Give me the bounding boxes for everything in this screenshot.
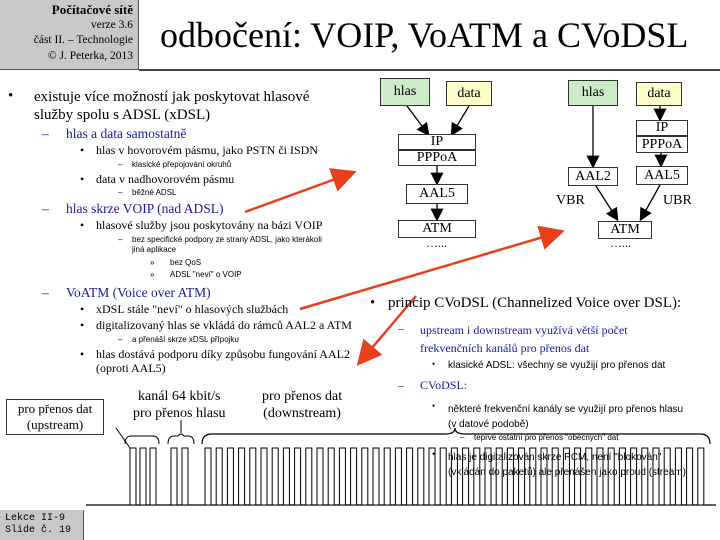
version: verze 3.6 <box>90 18 133 31</box>
bullet-dot: • <box>80 347 85 361</box>
sec1-item1-sub: klasické přepojování okruhů <box>132 160 232 169</box>
sec3-item2: digitalizovaný hlas se vkládá do rámců AAL2 a ATM <box>96 318 352 332</box>
some-text: některé frekvenční kanály se využijí pro přenos hlasu (v datové podobě) <box>448 404 684 430</box>
channel-bar <box>171 448 177 505</box>
vbr-label: VBR <box>556 193 585 208</box>
channel-bar <box>687 448 693 505</box>
principle-text: princip CVoDSL (Channelized Voice over DSL): <box>388 295 682 311</box>
course-name: Počítačové sítě <box>51 2 133 17</box>
aal5-box-1: AAL5 <box>406 184 468 204</box>
channel-bar <box>395 448 401 505</box>
ip-box-1: IP <box>398 134 476 150</box>
bullet-dot: • <box>80 318 85 332</box>
channel-bar <box>440 448 446 505</box>
sec1-item1: hlas v hovorovém pásmu, jako PSTN či ISDN <box>96 143 318 157</box>
downstream-label: pro přenos dat (downstream) <box>262 389 343 421</box>
channel-bar <box>407 448 413 505</box>
dash: – <box>398 321 404 335</box>
data-box-1: data <box>446 81 492 106</box>
later-text: teprve ostatní pro přenos "obecných" dat <box>474 433 619 442</box>
channel-bar <box>295 448 301 505</box>
channel-bar <box>239 448 245 505</box>
channel-bar <box>130 448 136 505</box>
bullet-dot: • <box>80 218 85 232</box>
slide-number: Slide č. 19 <box>5 525 72 536</box>
slide-footer <box>0 510 84 540</box>
sec3-heading: VoATM (Voice over ATM) <box>66 285 211 300</box>
channel-bar <box>272 448 278 505</box>
slide-title: odbočení: VOIP, VoATM a CVoDSL <box>160 15 689 55</box>
sec2-heading: hlas skrze VOIP (nad ADSL) <box>66 201 224 216</box>
sec3-sub: a přenáší skrze xDSL přípojku <box>132 335 239 344</box>
channel-bar <box>250 448 256 505</box>
hlas-box-2: hlas <box>568 80 618 106</box>
sec2-item: hlasové služby jsou poskytovány na bázi VOIP <box>96 218 323 232</box>
sec3-item1: xDSL stále "neví" o hlasových službách <box>96 302 289 316</box>
channel-bar <box>317 448 323 505</box>
atm-box-2: ATM <box>598 221 652 239</box>
chevron-icon: » <box>150 270 155 279</box>
channel-bar <box>373 448 379 505</box>
dash: – <box>118 335 123 344</box>
channel-bar <box>150 448 156 505</box>
sec1-heading: hlas a data samostatně <box>66 126 187 141</box>
lesson-label: Lekce II-9 <box>5 513 66 524</box>
cvodsl-heading: CVoDSL: <box>420 378 468 392</box>
channel-bar <box>216 448 222 505</box>
channel-bar <box>328 448 334 505</box>
sec1-item2-sub: běžné ADSL <box>132 188 177 197</box>
bullet-dot: • <box>80 172 85 186</box>
bullet-dot: • <box>8 88 14 104</box>
ip-box-2: IP <box>636 120 688 136</box>
hlas-box-1: hlas <box>380 78 430 106</box>
sec3-last: hlas dostává podporu díky způsobu fungování AAL2 (oproti AAL5) <box>96 347 350 375</box>
sec1-item2: data v nadhovorovém pásmu <box>96 172 235 186</box>
dash: – <box>398 378 404 392</box>
dash: – <box>460 433 465 442</box>
sec2-subsub2: ADSL "neví" o VOIP <box>170 270 242 279</box>
upstream-text: upstream i downstream využívá větší počet frekvenčních kanálů pro přenos dat <box>420 323 628 355</box>
channel-bar <box>283 448 289 505</box>
channel-bar <box>384 448 390 505</box>
data-box-2: data <box>636 82 682 106</box>
author: © J. Peterka, 2013 <box>47 49 133 62</box>
pppoa-box-1: PPPoA <box>398 150 476 166</box>
channel-bar <box>182 448 188 505</box>
bullet-dot: • <box>432 401 436 411</box>
aal2-box-2: AAL2 <box>568 167 618 186</box>
aal5-box-2: AAL5 <box>636 166 688 185</box>
ubr-label: UBR <box>663 193 692 208</box>
sec2-subsub1: bez QoS <box>170 258 202 267</box>
voice-channel-label: kanál 64 kbit/s pro přenos hlasu <box>133 389 226 421</box>
bullet-dot: • <box>80 143 85 157</box>
channel-bar <box>205 448 211 505</box>
dots-2: …... <box>610 236 631 250</box>
channel-bar <box>140 448 146 505</box>
bullet-dot: • <box>432 449 436 459</box>
dash: – <box>42 126 49 141</box>
channel-bar <box>698 448 704 505</box>
channel-bar <box>351 448 357 505</box>
upstream-label: pro přenos dat (upstream) <box>6 399 104 435</box>
pppoa-box-2: PPPoA <box>636 136 688 153</box>
dash: – <box>118 188 123 197</box>
channel-bar <box>261 448 267 505</box>
atm-box-1: ATM <box>398 220 476 238</box>
dash: – <box>42 201 49 216</box>
dash: – <box>42 285 49 300</box>
bullet-dot: • <box>432 359 436 369</box>
channel-bar <box>362 448 368 505</box>
dots-1: …... <box>426 236 447 250</box>
dash: – <box>118 235 123 244</box>
channel-bar <box>227 448 233 505</box>
part: část II. – Technologie <box>33 34 133 46</box>
sec2-sub: bez specifické podpory ze strany ADSL, jako kterákoli jiná aplikace <box>132 235 322 254</box>
chevron-icon: » <box>150 258 155 267</box>
intro-text: existuje více možností jak poskytovat hlasové služby spolu s ADSL (xDSL) <box>34 89 310 123</box>
bullet-dot: • <box>370 295 376 311</box>
pcm-text: hlas je digitalizován skrze PCM, není "blokován" (vkládán do paketů) ale přenášen jako proud (stream) <box>448 452 686 478</box>
dash: – <box>118 160 123 169</box>
channel-bar <box>306 448 312 505</box>
channel-bar <box>339 448 345 505</box>
classic-text: klasické ADSL: všechny se využijí pro přenos dat <box>448 360 666 371</box>
channel-bar <box>418 448 424 505</box>
bullet-dot: • <box>80 302 85 316</box>
